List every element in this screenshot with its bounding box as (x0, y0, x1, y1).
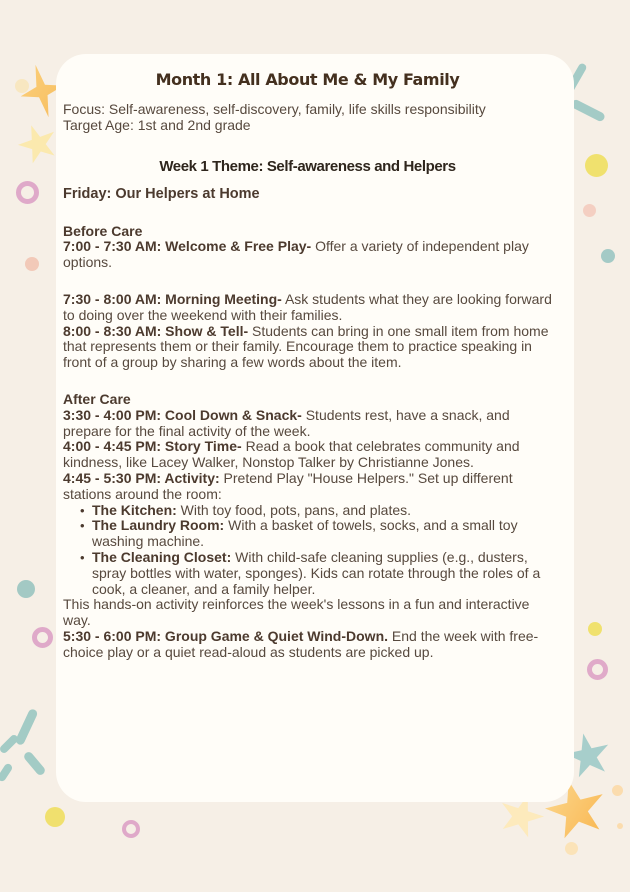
entry-time-label: 4:45 - 5:30 PM: Activity: (63, 469, 220, 486)
teal-dash-icon (570, 98, 606, 122)
entry-time-label: 4:00 - 4:45 PM: Story Time- (63, 438, 242, 455)
entry-time-label: 8:00 - 8:30 AM: Show & Tell- (63, 322, 249, 339)
entry-description: End the week with free-choice play or a quiet read-aloud as students are picked up. (63, 627, 539, 660)
day-heading: Friday: Our Helpers at Home (63, 185, 260, 202)
yellow-dot-icon (588, 622, 602, 636)
schedule-entry (63, 292, 552, 324)
bullet-item (80, 550, 552, 597)
pink-dot-icon (583, 204, 596, 217)
entry-description: Read a book that celebrates community and kindness, like Lacey Walker, Nonstop Talker by Christianne Jones. (63, 438, 520, 471)
peach-dot-icon (25, 257, 39, 271)
focus-line: Focus: Self-awareness, self-discovery, family, life skills responsibility (63, 101, 486, 117)
bullet-text (92, 518, 552, 550)
schedule-entry (63, 324, 552, 371)
target-age-line: Target Age: 1st and 2nd grade (63, 116, 251, 133)
teal-dot-icon (601, 249, 615, 263)
teal-dot-icon (17, 580, 35, 598)
peach-dot-icon (612, 785, 623, 796)
bullet-description: With child-safe cleaning supplies (e.g., dusters, spray bottles with water, sponges). Kids can rotate through the roles of a cook, a cleaner, and a family helper. (92, 548, 541, 597)
bullet-description: With a basket of towels, socks, and a small toy washing machine. (92, 517, 518, 550)
entry-time-label: 7:00 - 7:30 AM: Welcome & Free Play- (63, 238, 312, 255)
bullet-icon: • (80, 502, 85, 518)
entry-time-label: 7:30 - 8:00 AM: Morning Meeting- (63, 290, 282, 307)
entry-time-label: 3:30 - 4:00 PM: Cool Down & Snack- (63, 406, 302, 423)
section-heading-before-care: Before Care (63, 222, 143, 239)
schedule-entry (63, 408, 552, 440)
bullet-item (80, 518, 552, 550)
peach-dot-icon (617, 823, 623, 829)
schedule-entry (63, 239, 552, 271)
bullet-description: With toy food, pots, pans, and plates. (176, 501, 412, 518)
closing-note: This hands-on activity reinforces the week's lessons in a fun and interactive way. (63, 596, 530, 629)
entry-time-label: 5:30 - 6:00 PM: Group Game & Quiet Wind-Down. (63, 627, 389, 644)
bullet-text (92, 550, 552, 597)
entry-description: Ask students what they are looking forward to doing over the weekend with their families. (63, 290, 552, 323)
bullet-label: The Laundry Room: (92, 517, 225, 534)
bullet-text (92, 503, 552, 519)
cream-dot-icon (15, 79, 29, 93)
week-theme-heading: Week 1 Theme: Self-awareness and Helpers (159, 157, 456, 175)
pink-ring-icon (32, 627, 53, 648)
yellow-dot-icon (45, 807, 65, 827)
content-card (56, 54, 574, 802)
schedule-entry (63, 471, 552, 503)
schedule-entry (63, 629, 552, 661)
bullet-label: The Cleaning Closet: (92, 548, 232, 565)
yellow-dot-icon (585, 154, 608, 177)
entry-description: Students can bring in one small item from home that represents them or their family. Encourage them to practice speaking in front of a group by sharing a few words about the item. (63, 322, 549, 371)
entry-description: Offer a variety of independent play options. (63, 238, 529, 271)
bullet-item (80, 503, 552, 519)
bullet-icon: • (80, 518, 85, 534)
pink-ring-icon (587, 659, 608, 680)
pink-ring-icon (122, 820, 140, 838)
bullet-label: The Kitchen: (92, 501, 177, 518)
teal-dash-icon (0, 733, 20, 754)
section-heading-after-care: After Care (63, 390, 131, 407)
schedule-entry (63, 439, 552, 471)
entry-description: Students rest, have a snack, and prepare for the final activity of the week. (63, 406, 510, 439)
teal-dash-icon (22, 750, 46, 776)
peach-dot-icon (565, 842, 578, 855)
teal-dash-icon (0, 762, 14, 782)
entry-description: Pretend Play "House Helpers." Set up different stations around the room: (63, 469, 513, 502)
pink-ring-icon (16, 181, 39, 204)
bullet-icon: • (80, 549, 85, 565)
page-title: Month 1: All About Me & My Family (155, 70, 460, 89)
